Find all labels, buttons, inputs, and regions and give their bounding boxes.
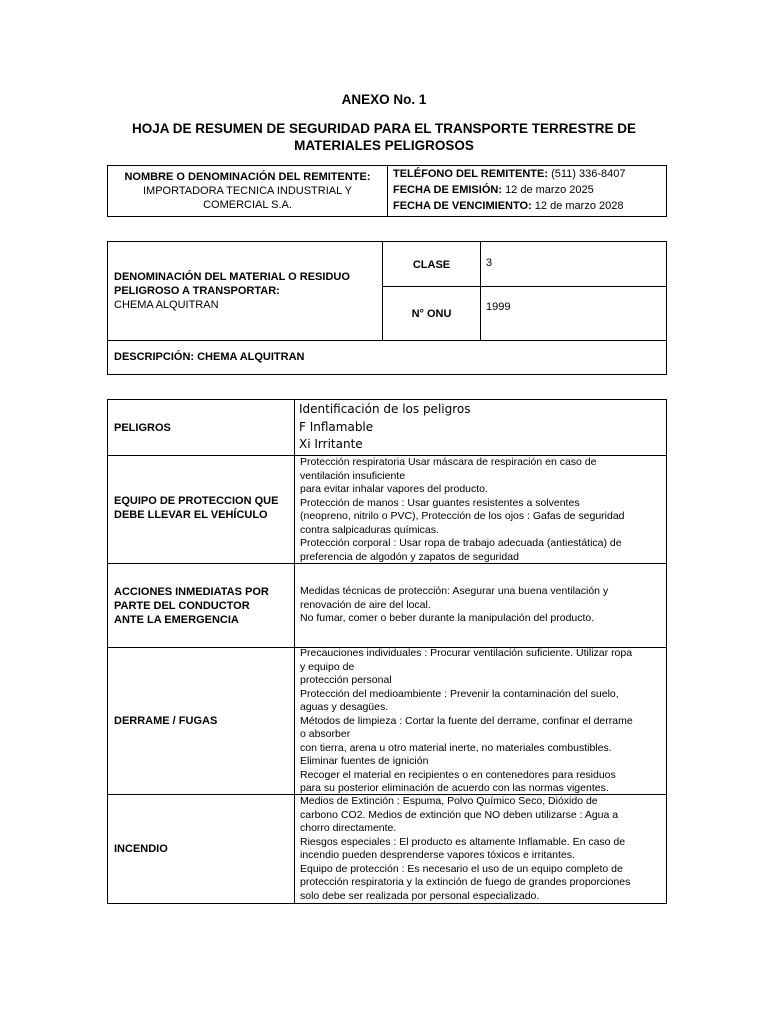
incendio-content [300, 795, 630, 903]
expiry-row [393, 198, 626, 214]
class-value: 3 [486, 257, 493, 269]
sender-name-line2: COMERCIAL S.A. [203, 199, 292, 211]
derrame-line: protección personal [300, 674, 392, 686]
material-label-line2: PELIGROSO A TRANSPORTAR: [114, 285, 280, 297]
acciones-label-line3: ANTE LA EMERGENCIA [114, 614, 239, 626]
material-label-block [114, 270, 350, 312]
document-title: HOJA DE RESUMEN DE SEGURIDAD PARA EL TRANSPORTE TERRESTRE DE MATERIALES PELIGROSOS [131, 121, 637, 153]
derrame-line: Métodos de limpieza : Cortar la fuente del derrame, confinar el derrame [300, 714, 633, 727]
acciones-content [300, 585, 608, 626]
acciones-line: Medidas técnicas de protección: Asegurar una buena ventilación y [300, 585, 609, 597]
peligros-line-2: F Inflamable [299, 419, 374, 434]
equipo-line: preferencia de algodón y zapatos de seguridad [300, 550, 519, 563]
sender-divider [387, 165, 388, 217]
onu-value: 1999 [486, 301, 511, 313]
equipo-label-line1: EQUIPO DE PROTECCION QUE [114, 495, 279, 507]
acciones-line: renovación de aire del local. [300, 598, 431, 611]
derrame-line: Eliminar fuentes de ignición [300, 755, 429, 767]
derrame-line: y equipo de [300, 660, 355, 673]
expiry-value: 12 de marzo 2028 [534, 200, 624, 212]
issue-row [393, 182, 626, 198]
incendio-line: carbono CO2. Medios de extinción que NO deben utilizarse : Agua a [300, 808, 619, 821]
onu-label: N° ONU [411, 308, 452, 320]
material-divider-1 [382, 241, 383, 341]
description-divider [107, 340, 667, 341]
incendio-line: protección respiratoria y la extinción de fuego de grandes proporciones [300, 876, 631, 888]
incendio-line: Equipo de protección : Es necesario el uso de un equipo completo de [300, 862, 623, 875]
expiry-label: FECHA DE VENCIMIENTO: [393, 200, 532, 212]
sender-info-block [393, 166, 626, 214]
derrame-line: Protección del medioambiente : Prevenir la contaminación del suelo, [300, 687, 619, 700]
equipo-content [300, 456, 625, 564]
derrame-line: Precauciones individuales : Procurar ventilación suficiente. Utilizar ropa [300, 647, 633, 659]
equipo-line: Protección de manos : Usar guantes resistentes a solventes [300, 496, 580, 509]
acciones-label [114, 585, 269, 627]
acciones-label-line2: PARTE DEL CONDUCTOR [114, 600, 250, 612]
equipo-line: contra salpicaduras químicas. [300, 523, 439, 536]
sender-name-label: NOMBRE O DENOMINACIÓN DEL REMITENTE: [124, 171, 371, 183]
annex-title: ANEXO No. 1 [341, 92, 427, 107]
incendio-line: incendio pueden desprenderse vapores tóxicos e irritantes. [300, 849, 575, 861]
derrame-content [300, 647, 633, 796]
hazard-table-divider [294, 399, 295, 904]
phone-label: TELÉFONO DEL REMITENTE: [393, 168, 549, 180]
issue-value: 12 de marzo 2025 [505, 184, 594, 196]
acciones-line: No fumar, comer o beber durante la manipulación del producto. [300, 612, 595, 624]
class-label: CLASE [412, 259, 451, 271]
sender-name-block [108, 170, 387, 212]
peligros-line-1: Identificación de los peligros [299, 402, 471, 416]
peligros-content [299, 401, 471, 454]
material-name: CHEMA ALQUITRAN [114, 299, 219, 311]
derrame-line: para su posterior eliminación de acuerdo con las normas vigentes. [300, 782, 609, 794]
incendio-label: INCENDIO [114, 843, 168, 855]
derrame-line: con tierra, arena u otro material inerte, no materiales combustibles. [300, 741, 612, 754]
equipo-line: ventilación insuficiente [300, 469, 406, 482]
incendio-line: chorro directamente. [300, 822, 397, 834]
description: DESCRIPCIÓN: CHEMA ALQUITRAN [114, 351, 305, 363]
class-onu-divider [382, 286, 667, 287]
issue-label: FECHA DE EMISIÓN: [393, 184, 502, 196]
incendio-line: Medios de Extinción : Espuma, Polvo Químico Seco, Dióxido de [300, 795, 598, 807]
phone-row [393, 166, 626, 182]
equipo-line: para evitar inhalar vapores del producto. [300, 483, 488, 495]
peligros-label: PELIGROS [114, 422, 171, 434]
derrame-line: o absorber [300, 728, 351, 740]
material-divider-2 [480, 241, 481, 341]
phone-value: (511) 336-8407 [551, 168, 626, 180]
equipo-line: (neopreno, nitrilo o PVC), Protección de los ojos : Gafas de seguridad [300, 510, 625, 522]
equipo-line: Protección respiratoria Usar máscara de respiración en caso de [300, 456, 597, 468]
derrame-label: DERRAME / FUGAS [114, 715, 218, 727]
equipo-label [114, 494, 278, 522]
material-label-line1: DENOMINACIÓN DEL MATERIAL O RESIDUO [114, 271, 350, 283]
incendio-line: Riesgos especiales : El producto es altamente Inflamable. En caso de [300, 835, 626, 848]
derrame-line: Recoger el material en recipientes o en contenedores para residuos [300, 768, 616, 781]
peligros-line-3: Xi Irritante [299, 437, 363, 451]
equipo-label-line2: DEBE LLEVAR EL VEHÍCULO [114, 509, 268, 521]
sender-name-line1: IMPORTADORA TECNICA INDUSTRIAL Y [142, 185, 353, 197]
acciones-label-line1: ACCIONES INMEDIATAS POR [114, 586, 269, 598]
equipo-line: Protección corporal : Usar ropa de trabajo adecuada (antiestática) de [300, 537, 622, 549]
derrame-line: aguas y desagües. [300, 701, 389, 713]
incendio-line: solo debe ser realizada por personal especializado. [300, 889, 540, 902]
